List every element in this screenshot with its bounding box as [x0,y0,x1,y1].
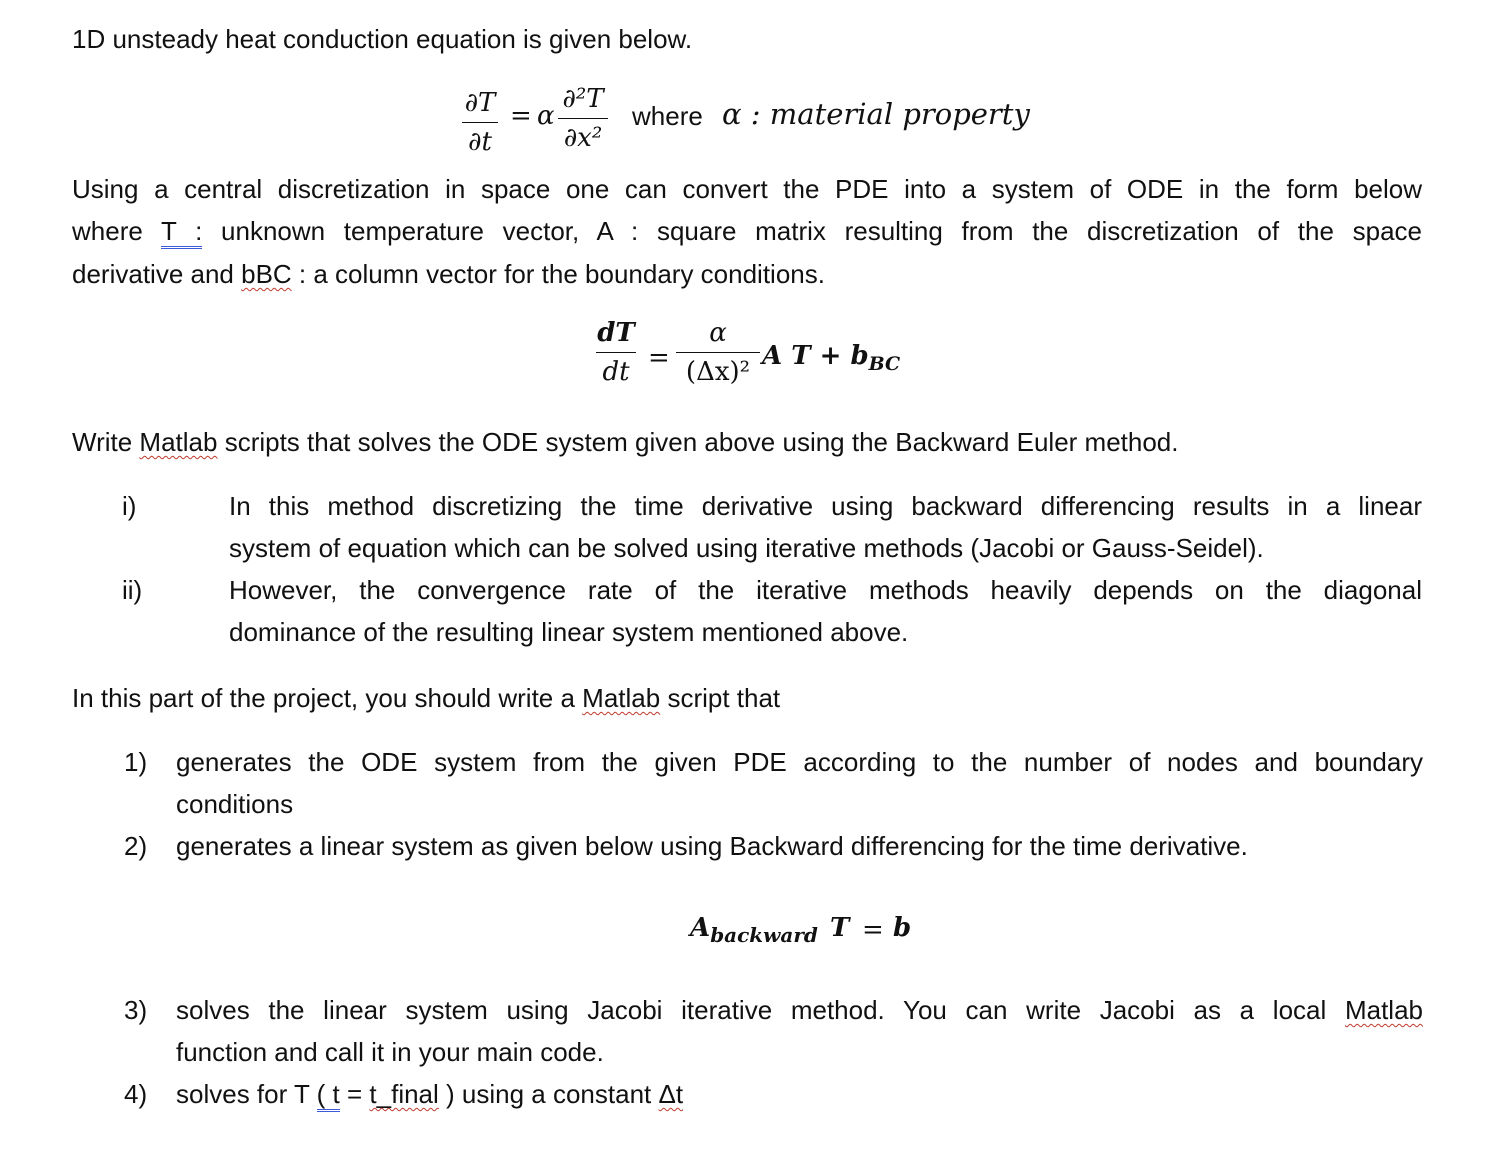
write-line-matlab: Matlab [139,427,218,457]
part-line-b: script that [660,683,781,713]
num-label-4: 4) [124,1079,148,1109]
intro-text: 1D unsteady heat conduction equation is given below. [72,24,693,54]
para1-line3-a: derivative and [72,259,242,289]
part-line [72,685,780,711]
eq1-rhs-fraction [558,86,608,151]
eq2-tail [762,343,900,374]
num-item-3-line2: function and call it in your main code. [176,1037,604,1067]
eq1-equals: = [510,101,532,131]
eq2-equals: = [648,343,670,373]
eq1-rhs-num: ∂²T [562,84,604,114]
eq2-rhs-fraction [676,320,760,385]
para1-line3 [72,261,825,287]
eq1-rhs-den: ∂x² [563,123,603,153]
num-item-2-line1: generates a linear system as given below using Backward differencing for the time derivative. [176,831,1248,861]
num-item-4-a: solves for T [176,1079,317,1109]
para1-line3-c: : a column vector for the boundary conditions. [291,259,825,289]
num-item-4-c: ) using a constant [438,1079,659,1109]
eq1-where: where [632,101,703,131]
roman-item-1-line2: system of equation which can be solved using iterative methods (Jacobi or Gauss-Seidel). [229,533,1264,563]
eq2-lhs-den: dt [602,357,630,387]
para1-bbc: bBC [241,259,292,289]
num-item-1-line2: conditions [176,789,294,819]
eq2-lhs-fraction [596,320,636,385]
eq1-lhs-fraction [462,90,498,155]
num-item-4-paren: ( t [317,1079,340,1112]
roman-label-2: ii) [122,575,143,605]
para1-line2 [72,218,1422,244]
num-label-3: 3) [124,995,148,1025]
eq1-lhs-den: ∂t [468,127,492,157]
para1-T-vector: T : [161,216,202,249]
para1-line2-a: where [72,216,162,246]
roman-item-2-line2: dominance of the resulting linear system mentioned above. [229,617,909,647]
roman-item-2-line1: However, the convergence rate of the iterative methods heavily depends on the diagonal [229,575,1422,605]
part-line-a: In this part of the project, you should write a [72,683,583,713]
write-line [72,429,1178,455]
eq3-A-sub: backward [710,923,818,948]
num-item-3-matlab: Matlab [1344,995,1423,1025]
eq1-where-math: α : material property [722,97,1030,131]
eq2-tail-sub: BC [868,353,901,376]
num-item-4-b: = [339,1079,370,1109]
write-line-a: Write [72,427,140,457]
num-item-3-line1 [176,997,1423,1023]
roman-label-1: i) [122,491,137,521]
eq3-b: b [893,913,912,943]
num-item-4-dt: Δt [658,1079,684,1109]
roman-item-1-line1: In this method discretizing the time derivative using backward differencing results in a linear [229,491,1422,521]
para1-line1: Using a central discretization in space one can convert the PDE into a system of ODE in the form below [72,174,1422,204]
eq2-lhs-num: dT [597,318,635,348]
num-item-1-line1: generates the ODE system from the given PDE according to the number of nodes and boundary [176,747,1423,777]
eq3-A-text: A [690,913,711,943]
eq3-A [690,913,818,948]
write-line-b: scripts that solves the ODE system given above using the Backward Euler method. [217,427,1179,457]
eq2-tail-text: A T + b [762,341,869,371]
eq2-rhs-den: (Δx)² [685,357,751,387]
eq1-lhs-num: ∂T [464,88,496,118]
eq3-T: T [830,913,850,943]
eq3-equals: = [862,915,884,945]
num-item-4-tfinal: t_final [369,1079,439,1109]
num-item-4-line1 [176,1081,1423,1107]
part-line-matlab: Matlab [582,683,661,713]
num-item-3-line1-a: solves the linear system using Jacobi iterative method. You can write Jacobi as a local [176,995,1345,1025]
eq1-alpha: α [537,101,555,131]
eq2-rhs-num: α [709,318,727,348]
num-label-2: 2) [124,831,148,861]
num-label-1: 1) [124,747,148,777]
para1-line2-b: unknown temperature vector, A : square matrix resulting from the discretization of the space [202,216,1422,246]
